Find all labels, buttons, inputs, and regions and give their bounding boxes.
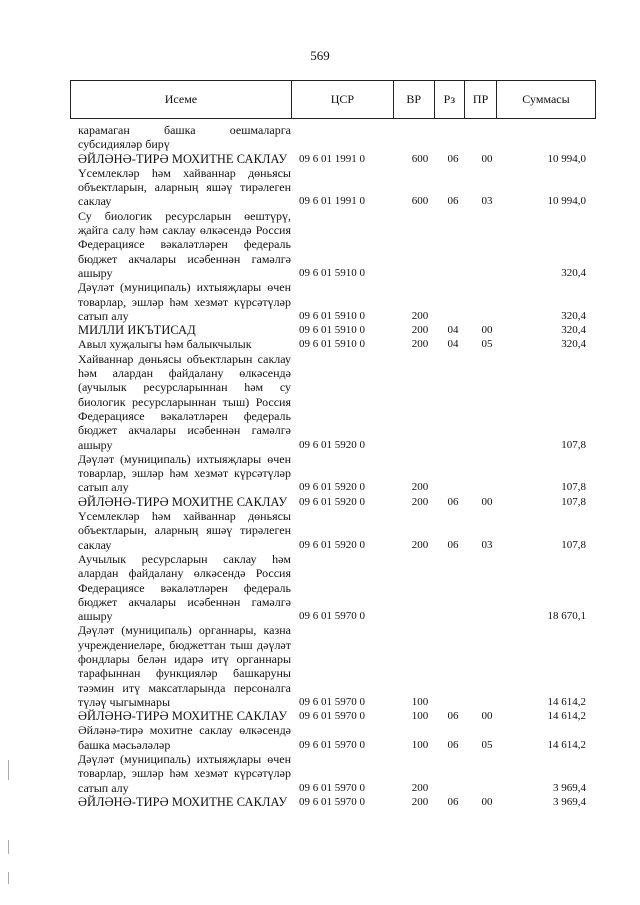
cell-csr: 09 6 01 5920 0 xyxy=(299,438,365,451)
cell-sum: 107,8 xyxy=(561,538,586,551)
scan-mark xyxy=(8,760,9,780)
cell-rz: 06 xyxy=(447,152,459,165)
cell-sum: 14 614,2 xyxy=(547,738,586,751)
cell-csr: 09 6 01 5920 0 xyxy=(299,495,365,508)
cell-csr: 09 6 01 5970 0 xyxy=(299,738,365,751)
table-row xyxy=(78,280,586,323)
cell-sum: 320,4 xyxy=(561,266,586,279)
cell-csr: 09 6 01 5970 0 xyxy=(299,781,365,794)
cell-name: ӘЙЛӘНӘ-ТИРӘ МОХИТНЕ САКЛАУ xyxy=(78,794,288,809)
cell-vr: 600 xyxy=(411,152,429,165)
cell-vr: 100 xyxy=(411,695,429,708)
table-body xyxy=(78,123,586,809)
cell-vr: 200 xyxy=(411,338,429,351)
cell-vr: 200 xyxy=(411,309,429,322)
cell-name: Үсемлекләр һәм хайваннар дөньясы объектларын, аларның яшәү тирәлеген саклау xyxy=(78,165,291,209)
cell-pr: 00 xyxy=(481,324,493,337)
cell-name: ӘЙЛӘНӘ-ТИРӘ МОХИТНЕ САКЛАУ xyxy=(78,151,288,166)
cell-vr: 100 xyxy=(411,710,429,723)
cell-vr: 200 xyxy=(411,495,429,508)
cell-vr: 100 xyxy=(411,738,429,751)
table-row xyxy=(78,552,586,623)
cell-rz: 06 xyxy=(447,710,459,723)
cell-csr: 09 6 01 5970 0 xyxy=(299,795,365,808)
header-vr: ВР xyxy=(393,81,434,118)
cell-name: Дәүләт (муниципаль) ихтыяҗлары өчен товарлар, эшләр һәм хезмәт күрсәтүләр сатып алу xyxy=(78,280,291,323)
cell-name: Аучылык ресурсларын саклау һәм алардан файдалану өлкәсендә Россия Федерациясе вәкаләтләрен федераль бюджет акчалары исәбеннән гамәлгә ашыру xyxy=(78,551,291,624)
page-number: 569 xyxy=(310,48,330,63)
header-rz: Рз xyxy=(434,81,465,118)
cell-csr: 09 6 01 5910 0 xyxy=(299,266,365,279)
cell-pr: 00 xyxy=(481,795,493,808)
cell-vr: 200 xyxy=(411,781,429,794)
cell-vr: 600 xyxy=(411,195,429,208)
cell-sum: 320,4 xyxy=(561,324,586,337)
cell-vr: 200 xyxy=(411,324,429,337)
cell-name: ӘЙЛӘНӘ-ТИРӘ МОХИТНЕ САКЛАУ xyxy=(78,494,288,509)
cell-csr: 09 6 01 5910 0 xyxy=(299,338,365,351)
cell-csr: 09 6 01 5910 0 xyxy=(299,324,365,337)
cell-pr: 05 xyxy=(481,738,493,751)
cell-csr: 09 6 01 5970 0 xyxy=(299,610,365,623)
cell-pr: 03 xyxy=(481,195,493,208)
scan-mark xyxy=(8,840,9,854)
cell-sum: 14 614,2 xyxy=(547,695,586,708)
table-header xyxy=(70,80,596,119)
cell-rz: 06 xyxy=(447,738,459,751)
cell-csr: 09 6 01 1991 0 xyxy=(299,152,365,165)
cell-name: Су биологик ресурсларын өештүрү, җайга салу һәм саклау өлкәсендә Россия Федерациясе вәкаләтләрен федераль бюджет акчалары исәбеннән гамәлгә ашыру xyxy=(78,208,291,280)
table-row xyxy=(78,337,586,351)
cell-sum: 107,8 xyxy=(561,438,586,451)
cell-sum: 3 969,4 xyxy=(553,795,586,808)
cell-name: Үсемлекләр һәм хайваннар дөньясы объектларын, аларның яшәү тирәлеген саклау xyxy=(78,509,291,552)
cell-sum: 3 969,4 xyxy=(553,781,586,794)
cell-sum: 10 994,0 xyxy=(547,152,586,165)
cell-name: Дәүләт (муниципаль) ихтыяҗлары өчен товарлар, эшләр һәм хезмәт күрсәтүләр сатып алу xyxy=(78,752,291,795)
table-row xyxy=(78,452,586,495)
cell-csr: 09 6 01 5970 0 xyxy=(299,710,365,723)
table-row xyxy=(78,323,586,337)
table-row xyxy=(78,623,586,709)
cell-csr: 09 6 01 5920 0 xyxy=(299,538,365,551)
cell-sum: 14 614,2 xyxy=(547,710,586,723)
table-row xyxy=(78,509,586,552)
cell-rz: 04 xyxy=(447,324,459,337)
cell-rz: 04 xyxy=(447,338,459,351)
cell-sum: 107,8 xyxy=(561,495,586,508)
table-row xyxy=(78,795,586,809)
cell-sum: 107,8 xyxy=(561,481,586,494)
cell-vr: 200 xyxy=(411,481,429,494)
table-row xyxy=(78,152,586,166)
cell-vr: 200 xyxy=(411,795,429,808)
cell-name: Әйләнә-тирә мохитне саклау өлкәсендә башка мәсьәләләр xyxy=(78,723,291,752)
header-sum: Суммасы xyxy=(496,81,595,118)
table-row xyxy=(78,723,586,752)
table-row xyxy=(78,352,586,452)
scan-mark xyxy=(8,872,9,884)
cell-pr: 00 xyxy=(481,710,493,723)
cell-name: Дәүләт (муниципаль) ихтыяҗлары өчен товарлар, эшләр һәм хезмәт күрсәтүләр сатып алу xyxy=(78,451,291,495)
table-row xyxy=(78,495,586,509)
cell-sum: 320,4 xyxy=(561,309,586,322)
cell-name: ӘЙЛӘНӘ-ТИРӘ МОХИТНЕ САКЛАУ xyxy=(78,709,288,724)
header-pr: ПР xyxy=(464,81,496,118)
table-row xyxy=(78,123,586,152)
cell-name: Авыл хуҗалыгы һәм балыкчылык xyxy=(78,337,252,352)
cell-sum: 10 994,0 xyxy=(547,195,586,208)
cell-csr: 09 6 01 5910 0 xyxy=(299,309,365,322)
cell-name: карамаган башка оешмаларга субсидияләр бирү xyxy=(78,123,291,152)
cell-sum: 18 670,1 xyxy=(547,610,586,623)
cell-rz: 06 xyxy=(447,195,459,208)
header-name: Исеме xyxy=(164,92,198,106)
cell-rz: 06 xyxy=(447,795,459,808)
cell-rz: 06 xyxy=(447,538,459,551)
cell-pr: 05 xyxy=(481,338,493,351)
header-csr: ЦСР xyxy=(291,81,393,118)
cell-rz: 06 xyxy=(447,495,459,508)
table-row xyxy=(78,166,586,209)
cell-csr: 09 6 01 5970 0 xyxy=(299,695,365,708)
cell-name: МИЛЛИ ИКЪТИСАД xyxy=(78,323,196,338)
cell-sum: 320,4 xyxy=(561,338,586,351)
table-row xyxy=(78,209,586,280)
cell-name: Дәүләт (муниципаль) органнары, казна учреждениеләре, бюджеттан тыш дәүләт фондлары белән идарә итү органнары тарафыннан функцияләр башкаруны тәэмин итү максатларында персоналга түләү чыгымнары xyxy=(78,623,291,709)
cell-csr: 09 6 01 1991 0 xyxy=(299,195,365,208)
cell-csr: 09 6 01 5920 0 xyxy=(299,481,365,494)
cell-vr: 200 xyxy=(411,538,429,551)
cell-name: Хайваннар дөньясы объектларын саклау һәм алардан файдалану өлкәсендә (аучылык ресурсларыннан һәм су биологик ресурсларыннан тыш) Россия Федерациясе вәкаләтләрен федераль бюджет акчалары исәбеннән гамәлгә ашыру xyxy=(78,351,291,452)
cell-pr: 00 xyxy=(481,152,493,165)
cell-pr: 03 xyxy=(481,538,493,551)
table-row xyxy=(78,752,586,795)
table-row xyxy=(78,709,586,723)
cell-pr: 00 xyxy=(481,495,493,508)
